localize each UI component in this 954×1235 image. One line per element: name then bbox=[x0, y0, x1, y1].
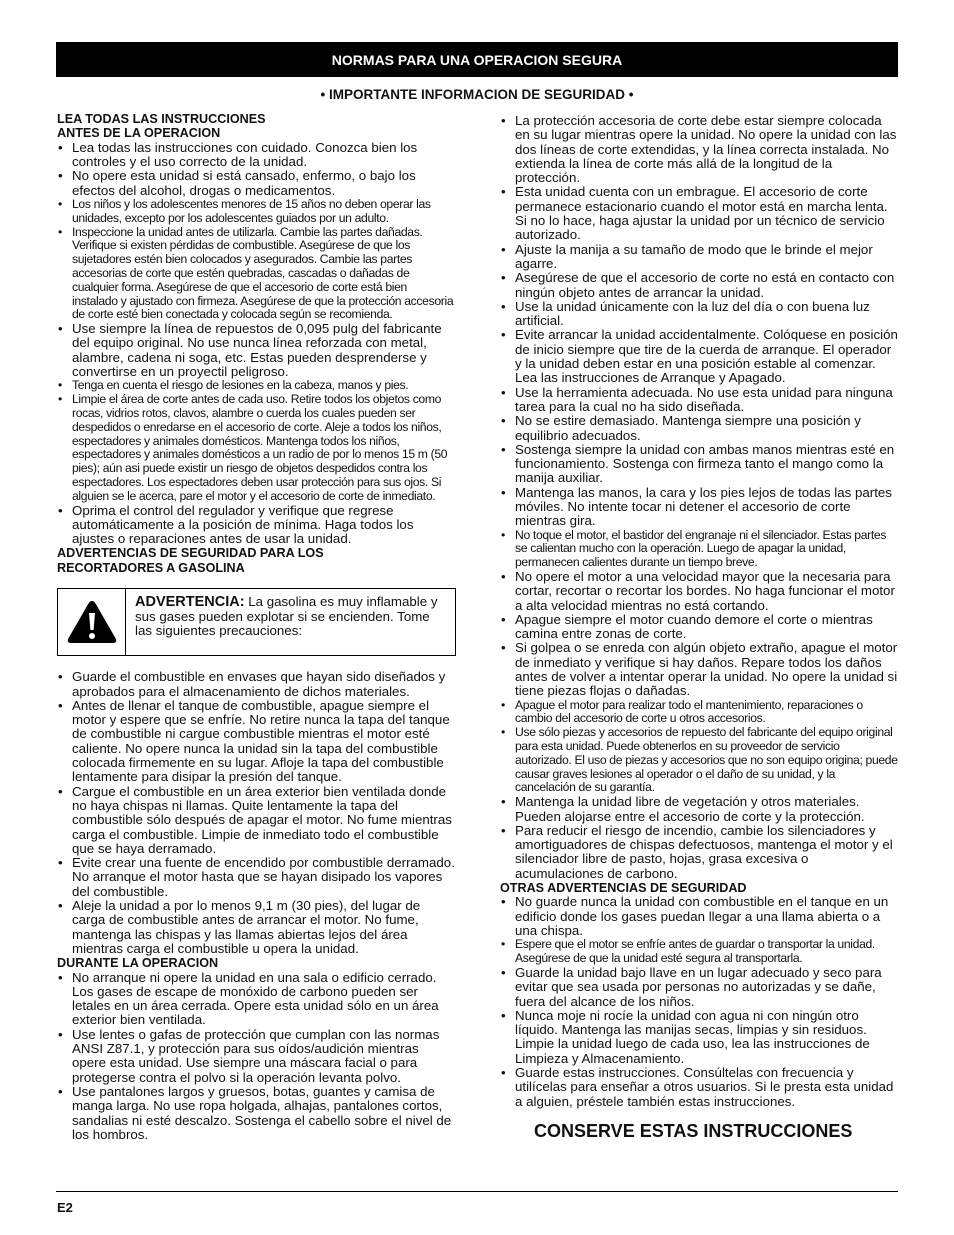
heading-during-operation: DURANTE LA OPERACION bbox=[57, 956, 219, 971]
list-item: • Apague el motor para realizar todo el mantenimiento, reparaciones o cambio del accesorio de corte u otros accesorios. bbox=[500, 699, 898, 727]
list-item: • Evite crear una fuente de encendido por combustible derramado. No arranque el motor hasta que se hayan disipado los vapores del combustible. bbox=[57, 856, 455, 899]
list-item: • Guarde estas instrucciones. Consúltelas con frecuencia y utilícelas para enseñar a otros usuarios. Si le presta esta unidad a alguien, préstele también estas instrucciones. bbox=[500, 1066, 898, 1109]
list-item: • Sostenga siempre la unidad con ambas manos mientras esté en funcionamiento. Sostenga con firmeza tanto el mango como la manija auxiliar. bbox=[500, 443, 898, 486]
list-item: • Mantenga las manos, la cara y los pies lejos de todas las partes móviles. No intente tocar ni detener el accesorio de corte mientras gira. bbox=[500, 486, 898, 529]
list-before-operation bbox=[57, 141, 455, 547]
list-item: • No opere esta unidad si está cansado, enfermo, o bajo los efectos del alcohol, drogas o medicamentos. bbox=[57, 169, 455, 198]
warning-icon bbox=[58, 589, 126, 655]
list-item: • Oprima el control del regulador y verifique que regrese automáticamente a la posición de mínima. Haga todos los ajustes o reparaciones antes de usar la unidad. bbox=[57, 504, 455, 547]
list-item: • Guarde la unidad bajo llave en un lugar adecuado y seco para evitar que sea usada por personas no autorizadas y se dañe, fuera del alcance de los niños. bbox=[500, 966, 898, 1009]
list-item: • Use siempre la línea de repuestos de 0,095 pulg del fabricante del equipo original. No use nunca línea reforzada con metal, alambre, cadena ni soga, etc. Estas pueden desprenderse y convertirse en un proyectil peligroso. bbox=[57, 322, 455, 379]
list-item: • Tenga en cuenta el riesgo de lesiones en la cabeza, manos y pies. bbox=[57, 379, 455, 393]
list-item: • No toque el motor, el bastidor del engranaje ni el silenciador. Estas partes se calientan mucho con la operación. Luego de apagar la unidad, permanecen calientes durante un tiempo breve. bbox=[500, 529, 898, 570]
list-item: • No arranque ni opere la unidad en una sala o edificio cerrado. Los gases de escape de monóxido de carbono pueden ser letales en un área cerrada. Opere esta unidad sólo en un área exterior bien ventilada. bbox=[57, 971, 455, 1028]
list-item: • Los niños y los adolescentes menores de 15 años no deben operar las unidades, excepto por los adolescentes guiados por un adulto. bbox=[57, 198, 455, 226]
list-item: • Inspeccione la unidad antes de utilizarla. Cambie las partes dañadas. Verifique si existen pérdidas de combustible. Asegúrese de que los sujetadores estén bien colocados y asegurados. Cambie las partes accesorias de corte que estén quebradas, cascadas o dañadas de cualquier forma. Asegúrese de que el accesorio de corte está bien instalado y ajustado con firmeza. Asegúrese de que la protección accesoria de corte esté bien conectada y colocada según se recomienda. bbox=[57, 226, 455, 323]
list-item: • Si golpea o se enreda con algún objeto extraño, apague el motor de inmediato y verifique si hay daños. Repare todos los daños antes de volver a intentar operar la unidad. No opere la unidad si tiene piezas flojas o dañadas. bbox=[500, 641, 898, 698]
warning-box bbox=[57, 588, 456, 656]
list-item: • Use pantalones largos y gruesos, botas, guantes y camisa de manga larga. No use ropa holgada, alhajas, pantalones cortos, sandalias ni esté descalzo. Sostenga el cabello sobre el nivel de los hombros. bbox=[57, 1085, 455, 1142]
list-item: • Antes de llenar el tanque de combustible, apague siempre el motor y espere que se enfríe. No retire nunca la tapa del tanque de combustible ni cargue combustible mientras el motor esté caliente. No opere nunca la unidad sin la tapa del combustible colocada firmemente en su lugar. Afloje la tapa del combustible lentamente para disipar la presión del tanque. bbox=[57, 699, 455, 785]
list-item: • Lea todas las instrucciones con cuidado. Conozca bien los controles y el uso correcto de la unidad. bbox=[57, 141, 455, 170]
page-number: E2 bbox=[57, 1200, 73, 1215]
right-column bbox=[500, 114, 898, 1142]
list-item: • Aleje la unidad a por lo menos 9,1 m (30 pies), del lugar de carga de combustible antes de arrancar el motor. No fume, mantenga las chispas y las llamas abiertas lejos del área mientras carga el combustible u opera la unidad. bbox=[57, 899, 455, 956]
list-item: • Use la herramienta adecuada. No use esta unidad para ninguna tarea para la cual no ha sido diseñada. bbox=[500, 386, 898, 415]
list-other-warnings bbox=[500, 895, 898, 1108]
list-item: • Use la unidad únicamente con la luz del día o con buena luz artificial. bbox=[500, 300, 898, 329]
list-item: • Cargue el combustible en un área exterior bien ventilada donde no haya chispas ni llamas. Quite lentamente la tapa del combustible sólo después de apagar el motor. No fume mientras carga el combustible. Limpie de inmediato todo el combustible que se haya derramado. bbox=[57, 785, 455, 856]
section-subtitle: • IMPORTANTE INFORMACION DE SEGURIDAD • bbox=[320, 87, 634, 102]
warning-text bbox=[135, 595, 449, 638]
list-item: • Asegúrese de que el accesorio de corte no está en contacto con ningún objeto antes de arrancar la unidad. bbox=[500, 271, 898, 300]
left-column bbox=[57, 112, 455, 1142]
list-fuel-warnings bbox=[57, 670, 455, 956]
list-operation-continued bbox=[500, 114, 898, 881]
list-item: • Ajuste la manija a su tamaño de modo que le brinde el mejor agarre. bbox=[500, 243, 898, 272]
list-item: • Use sólo piezas y accesorios de repuesto del fabricante del equipo original para esta unidad. Puede obtenerlos en su proveedor de servicio autorizado. El uso de piezas y accesorios que no son equipo origina; puede causar graves lesiones al operador o el daño de su unidad, y la cancelación de su garantía. bbox=[500, 726, 898, 795]
warning-body: La gasolina es muy inflamable y sus gases pueden explotar si se encienden. Tome las siguientes precauciones: bbox=[135, 594, 438, 638]
heading-read-all: LEA TODAS LAS INSTRUCCIONES bbox=[57, 112, 266, 126]
heading-gas-warnings: ADVERTENCIAS DE SEGURIDAD PARA LOS bbox=[57, 546, 324, 561]
footer-divider bbox=[56, 1191, 898, 1192]
warning-label: ADVERTENCIA: bbox=[135, 594, 245, 611]
heading-other-warnings: OTRAS ADVERTENCIAS DE SEGURIDAD bbox=[500, 881, 747, 896]
list-during-operation bbox=[57, 971, 455, 1143]
list-item: • Use lentes o gafas de protección que cumplan con las normas ANSI Z87.1, y protección para sus oídos/audición mientras opere esta unidad. Use siempre una máscara facial o para protegerse contra el polvo si la operación levanta polvo. bbox=[57, 1028, 455, 1085]
list-item: • No opere el motor a una velocidad mayor que la necesaria para cortar, recortar o recortar los bordes. No haga funcionar el motor a alta velocidad mientras no está cortando. bbox=[500, 570, 898, 613]
list-item: • Para reducir el riesgo de incendio, cambie los silenciadores y amortiguadores de chispas defectuosos, mantenga el motor y el silenciador libre de pasto, hojas, grasa excesiva o acumulaciones de carbono. bbox=[500, 824, 898, 881]
list-item: • La protección accesoria de corte debe estar siempre colocada en su lugar mientras opere la unidad. No opere la unidad con las dos líneas de corte extendidas, y la línea correcta instalada. No extienda la línea de corte más allá de la longitud de la protección. bbox=[500, 114, 898, 185]
list-item: • Evite arrancar la unidad accidentalmente. Colóquese en posición de inicio siempre que tire de la cuerda de arranque. El operador y la unidad deben estar en una posición estable al comenzar. Lea las instrucciones de Arranque y Apagado. bbox=[500, 328, 898, 385]
list-item: • No guarde nunca la unidad con combustible en el tanque en un edificio donde los gases puedan llegar a una llama abierta o a una chispa. bbox=[500, 895, 898, 938]
heading-before-operation: ANTES DE LA OPERACION bbox=[57, 126, 221, 141]
section-banner: NORMAS PARA UNA OPERACION SEGURA bbox=[56, 42, 898, 77]
list-item: • Mantenga la unidad libre de vegetación y otros materiales. Pueden alojarse entre el accesorio de corte y la protección. bbox=[500, 795, 898, 824]
list-item: • Limpie el área de corte antes de cada uso. Retire todos los objetos como rocas, vidrios rotos, clavos, alambre o cuerda los cuales pueden ser despedidos o enredarse en el accesorio de corte. Aleje a todos los niños, espectadores y animales domésticos. Mantenga todos los niños, espectadores y animales domésticos a un radio de por lo menos 15 m (50 pies); aún asi puede existir un riesgo de objetos despedidos contra los espectadores. Los espectadores deben usar protección para sus ojos. Si alguien se le acerca, pare el motor y el accesorio de corte de inmediato. bbox=[57, 393, 455, 503]
list-item: • Guarde el combustible en envases que hayan sido diseñados y aprobados para el almacenamiento de dichos materiales. bbox=[57, 670, 455, 699]
heading-gas-trimmers: RECORTADORES A GASOLINA bbox=[57, 560, 245, 575]
list-item: • Esta unidad cuenta con un embrague. El accesorio de corte permanece estacionario cuando el motor está en marcha lenta. Si no lo hace, haga ajustar la unidad por un técnico de servicio autorizado. bbox=[500, 185, 898, 242]
list-item: • No se estire demasiado. Mantenga siempre una posición y equilibrio adecuados. bbox=[500, 414, 898, 443]
list-item: • Apague siempre el motor cuando demore el corte o mientras camina entre zonas de corte. bbox=[500, 613, 898, 642]
list-item: • Espere que el motor se enfríe antes de guardar o transportar la unidad. Asegúrese de que la unidad esté segura al transportarla. bbox=[500, 938, 898, 966]
conserve-heading: CONSERVE ESTAS INSTRUCCIONES bbox=[534, 1120, 853, 1141]
list-item: • Nunca moje ni rocíe la unidad con agua ni con ningún otro líquido. Mantenga las manijas secas, limpias y sin residuos. Limpie la unidad luego de cada uso, lea las instrucciones de Limpieza y Almacenamiento. bbox=[500, 1009, 898, 1066]
